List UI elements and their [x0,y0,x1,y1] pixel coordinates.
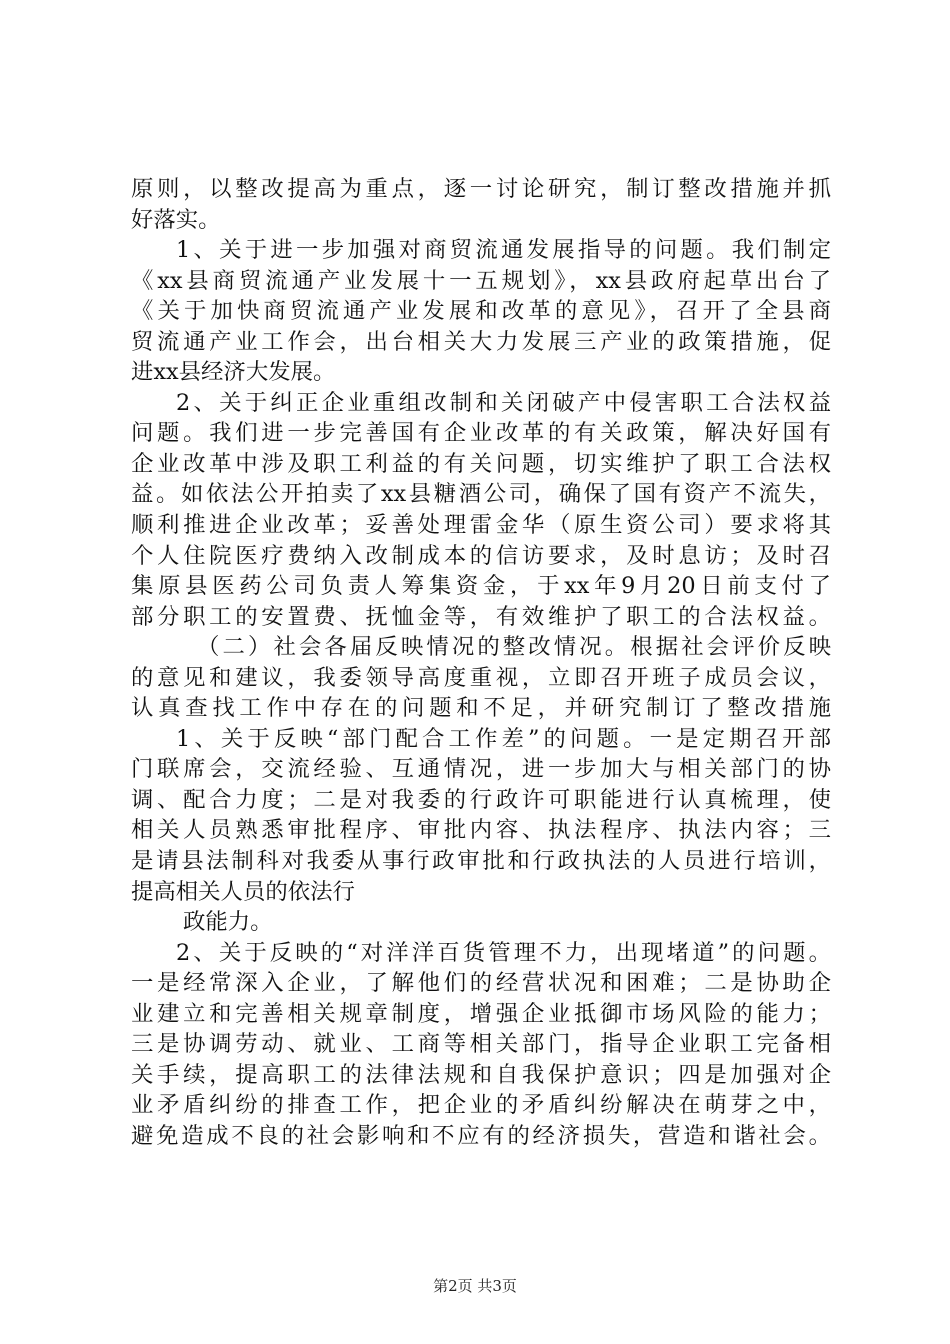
text-line: 关手续，提高职工的法律法规和自我保护意识；四是加强对企 [131,1061,831,1088]
text-line: （二）社会各届反映情况的整改情况。根据社会评价反映 [197,634,831,661]
text-line: 调、配合力度；二是对我委的行政许可职能进行认真梳理，使 [131,786,831,813]
text-line: 是请县法制科对我委从事行政审批和行政执法的人员进行培训， [131,848,831,875]
text-line: 贸流通产业工作会，出台相关大力发展三产业的政策措施，促 [131,328,831,355]
document-body [131,174,831,1152]
text-line: 避免造成不良的社会影响和不应有的经济损失，营造和谐社会。 [131,1122,831,1149]
text-line: 问题。我们进一步完善国有企业改革的有关政策，解决好国有 [131,420,831,447]
text-line: 认真查找工作中存在的问题和不足，并研究制订了整改措施 [131,695,831,722]
text-line: 门联席会，交流经验、互通情况，进一步加大与相关部门的协 [131,756,831,783]
text-line: 1、关于进一步加强对商贸流通发展指导的问题。我们制定 [176,237,831,264]
text-line: 1、关于反映“部门配合工作差”的问题。一是定期召开部 [176,725,831,752]
text-line: 好落实。 [131,206,221,233]
text-line: 顺利推进企业改革；妥善处理雷金华（原生资公司）要求将其 [131,512,831,539]
text-line: 《关于加快商贸流通产业发展和改革的意见》，召开了全县商 [131,298,831,325]
page-footer: 第2页 共3页 [433,1277,517,1295]
text-line: 2、关于纠正企业重组改制和关闭破产中侵害职工合法权益 [176,389,831,416]
text-line: 进xx县经济大发展。 [131,359,336,386]
text-line: 一是经常深入企业，了解他们的经营状况和困难；二是协助企 [131,970,831,997]
text-line: 相关人员熟悉审批程序、审批内容、执法程序、执法内容；三 [131,817,831,844]
text-line: 企业改革中涉及职工利益的有关问题，切实维护了职工合法权 [131,450,831,477]
text-line: 益。如依法公开拍卖了xx县糖酒公司，确保了国有资产不流失， [131,481,831,508]
text-line: 业建立和完善相关规章制度，增强企业抵御市场风险的能力； [131,1000,831,1027]
text-line: 《xx县商贸流通产业发展十一五规划》，xx县政府起草出台了 [131,267,831,294]
text-line: 原则，以整改提高为重点，逐一讨论研究，制订整改措施并抓 [131,176,831,202]
text-line: 的意见和建议，我委领导高度重视，立即召开班子成员会议， [131,664,831,691]
text-line: 集原县医药公司负责人筹集资金，于xx年9月20日前支付了 [131,573,831,600]
text-line: 三是协调劳动、就业、工商等相关部门，指导企业职工完备相 [131,1031,831,1058]
text-line: 2、关于反映的“对洋洋百货管理不力，出现堵道”的问题。 [176,939,831,966]
text-line: 业矛盾纠纷的排查工作，把企业的矛盾纠纷解决在萌芽之中， [131,1092,831,1119]
text-line: 个人住院医疗费纳入改制成本的信访要求，及时息访；及时召 [131,542,831,569]
text-line: 部分职工的安置费、抚恤金等，有效维护了职工的合法权益。 [131,603,831,630]
text-line: 提高相关人员的依法行 [131,878,355,905]
text-line: 政能力。 [183,909,273,936]
